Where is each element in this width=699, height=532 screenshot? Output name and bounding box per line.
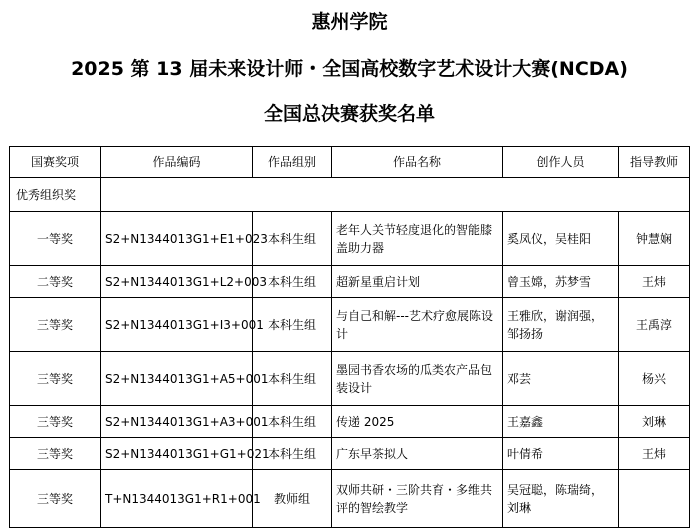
cell-creators: 王雅欣，谢润强，邹扬扬 [503,298,619,352]
cell-title: 墨园书香农场的瓜类农产品包装设计 [332,352,503,406]
cell-advisor: 王禹淳 [619,298,690,352]
column-header-advisor: 指导教师 [619,147,690,178]
cell-creators: 吴冠聪，陈瑞绮，刘琳 [503,470,619,528]
table-row [10,406,690,438]
cell-creators: 邓芸 [503,352,619,406]
cell-title: 超新星重启计划 [332,266,503,298]
cell-advisor: 刘琳 [619,406,690,438]
cell-creators: 曾玉嫦，苏梦雪 [503,266,619,298]
cell-award: 三等奖 [10,406,101,438]
cell-title: 广东早茶拟人 [332,438,503,470]
cell-code: S2+N1344013G1+E1+023 [101,212,253,266]
cell-title: 双师共研・三阶共育・多维共评的智绘教学 [332,470,503,528]
cell-award: 一等奖 [10,212,101,266]
cell-code: S2+N1344013G1+A5+001 [101,352,253,406]
section-label: 优秀组织奖 [10,178,101,212]
cell-award: 三等奖 [10,298,101,352]
cell-creators: 奚凤仪，吴桂阳 [503,212,619,266]
cell-group: 教师组 [253,470,332,528]
cell-title: 老年人关节轻度退化的智能膝盖助力器 [332,212,503,266]
school-title: 惠州学院 [311,11,388,33]
cell-group: 本科生组 [253,212,332,266]
cell-advisor: 王炜 [619,438,690,470]
section-row [10,178,690,212]
cell-code: S2+N1344013G1+I3+001 [101,298,253,352]
cell-award: 二等奖 [10,266,101,298]
cell-group: 本科生组 [253,352,332,406]
cell-code: S2+N1344013G1+G1+021 [101,438,253,470]
competition-title: 2025 第 13 届未来设计师・全国高校数字艺术设计大赛(NCDA) [71,58,628,80]
cell-creators: 叶倩希 [503,438,619,470]
list-title: 全国总决赛获奖名单 [263,103,435,125]
column-header-creators: 创作人员 [503,147,619,178]
column-header-title: 作品名称 [332,147,503,178]
cell-group: 本科生组 [253,266,332,298]
table-row [10,266,690,298]
cell-advisor: 王炜 [619,266,690,298]
table-header-row [10,147,690,178]
cell-code: S2+N1344013G1+L2+003 [101,266,253,298]
cell-advisor [619,470,690,528]
cell-advisor: 杨兴 [619,352,690,406]
cell-code: T+N1344013G1+R1+001 [101,470,253,528]
cell-group: 本科生组 [253,406,332,438]
cell-group: 本科生组 [253,438,332,470]
column-header-award: 国赛奖项 [10,147,101,178]
column-header-code: 作品编码 [101,147,253,178]
table-row [10,470,690,528]
table-row [10,212,690,266]
column-header-group: 作品组别 [253,147,332,178]
cell-advisor: 钟慧娴 [619,212,690,266]
section-empty-cell [101,178,690,212]
awards-table [9,146,690,528]
cell-creators: 王嘉鑫 [503,406,619,438]
table-row [10,352,690,406]
cell-group: 本科生组 [253,298,332,352]
cell-award: 三等奖 [10,470,101,528]
cell-title: 传递 2025 [332,406,503,438]
cell-code: S2+N1344013G1+A3+001 [101,406,253,438]
table-row [10,298,690,352]
cell-award: 三等奖 [10,438,101,470]
cell-title: 与自己和解---艺术疗愈展陈设计 [332,298,503,352]
cell-award: 三等奖 [10,352,101,406]
table-row [10,438,690,470]
